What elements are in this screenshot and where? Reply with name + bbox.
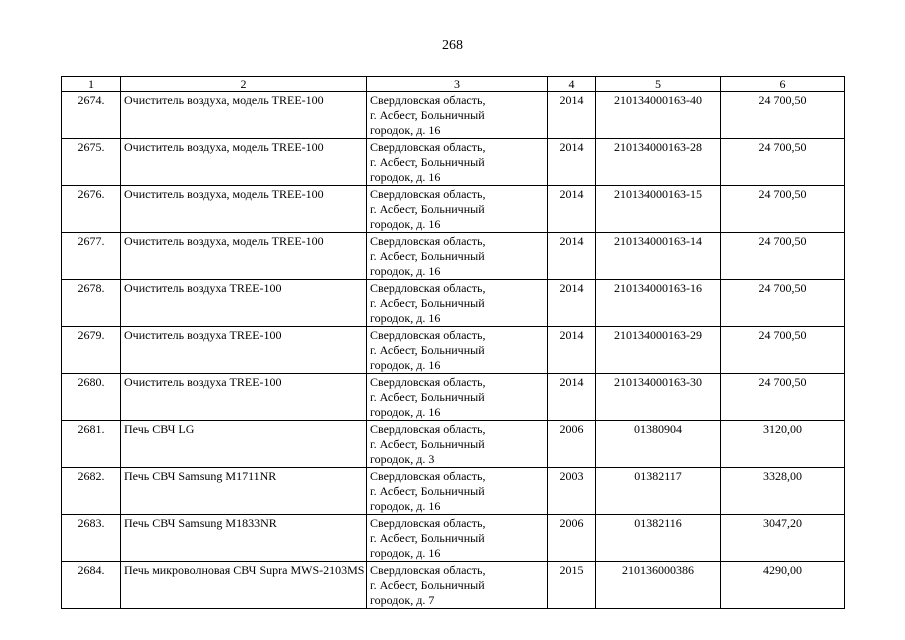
table-row xyxy=(62,92,845,139)
year-cell: 2006 xyxy=(548,421,596,468)
table-row xyxy=(62,515,845,562)
address-cell xyxy=(367,327,548,374)
address-line: Свердловская область, xyxy=(370,187,486,201)
inventory-number-cell: 01380904 xyxy=(596,421,721,468)
column-header-5: 5 xyxy=(596,77,721,92)
address-line: городок, д. 16 xyxy=(370,546,441,560)
year-cell: 2014 xyxy=(548,327,596,374)
item-name-cell: Очиститель воздуха, модель TREE-100 xyxy=(121,186,367,233)
page-number: 268 xyxy=(442,38,463,53)
table-row xyxy=(62,139,845,186)
year-cell: 2014 xyxy=(548,233,596,280)
row-number-cell: 2684. xyxy=(62,562,121,609)
year-cell: 2003 xyxy=(548,468,596,515)
item-name-cell: Очиститель воздуха, модель TREE-100 xyxy=(121,139,367,186)
item-name-cell: Очиститель воздуха TREE-100 xyxy=(121,374,367,421)
inventory-number-cell: 210134000163-30 xyxy=(596,374,721,421)
address-line: г. Асбест, Больничный xyxy=(370,390,485,404)
inventory-number-cell: 210136000386 xyxy=(596,562,721,609)
address-cell xyxy=(367,421,548,468)
address-line: городок, д. 16 xyxy=(370,170,441,184)
item-name-cell: Очиститель воздуха TREE-100 xyxy=(121,327,367,374)
cost-cell: 24 700,50 xyxy=(721,280,845,327)
address-line: г. Асбест, Больничный xyxy=(370,578,485,592)
address-line: г. Асбест, Больничный xyxy=(370,202,485,216)
address-cell xyxy=(367,468,548,515)
item-name-cell: Печь СВЧ Samsung M1711NR xyxy=(121,468,367,515)
cost-cell: 3328,00 xyxy=(721,468,845,515)
cost-cell: 24 700,50 xyxy=(721,374,845,421)
inventory-number-cell: 210134000163-14 xyxy=(596,233,721,280)
row-number-cell: 2677. xyxy=(62,233,121,280)
year-cell: 2014 xyxy=(548,92,596,139)
table-header-row xyxy=(62,77,845,92)
table-row xyxy=(62,562,845,609)
table-row xyxy=(62,327,845,374)
address-line: г. Асбест, Больничный xyxy=(370,437,485,451)
address-line: г. Асбест, Больничный xyxy=(370,249,485,263)
address-line: городок, д. 16 xyxy=(370,499,441,513)
table-row xyxy=(62,374,845,421)
address-line: городок, д. 16 xyxy=(370,217,441,231)
row-number-cell: 2676. xyxy=(62,186,121,233)
address-cell xyxy=(367,233,548,280)
address-line: Свердловская область, xyxy=(370,328,486,342)
address-line: Свердловская область, xyxy=(370,375,486,389)
item-name-cell: Печь СВЧ Samsung M1833NR xyxy=(121,515,367,562)
column-header-4: 4 xyxy=(548,77,596,92)
cost-cell: 3047,20 xyxy=(721,515,845,562)
year-cell: 2015 xyxy=(548,562,596,609)
address-line: г. Асбест, Больничный xyxy=(370,155,485,169)
row-number-cell: 2674. xyxy=(62,92,121,139)
cost-cell: 4290,00 xyxy=(721,562,845,609)
table-row xyxy=(62,468,845,515)
address-cell xyxy=(367,280,548,327)
table-row xyxy=(62,186,845,233)
address-line: г. Асбест, Больничный xyxy=(370,296,485,310)
address-cell xyxy=(367,186,548,233)
address-line: городок, д. 3 xyxy=(370,452,435,466)
address-line: Свердловская область, xyxy=(370,234,486,248)
item-name-cell: Печь микроволновая СВЧ Supra MWS-2103MS xyxy=(121,562,367,609)
table-row xyxy=(62,233,845,280)
address-line: городок, д. 16 xyxy=(370,264,441,278)
address-cell xyxy=(367,92,548,139)
item-name-cell: Очиститель воздуха, модель TREE-100 xyxy=(121,233,367,280)
address-line: Свердловская область, xyxy=(370,516,486,530)
column-header-6: 6 xyxy=(721,77,845,92)
inventory-number-cell: 210134000163-40 xyxy=(596,92,721,139)
address-cell xyxy=(367,515,548,562)
address-line: г. Асбест, Больничный xyxy=(370,531,485,545)
inventory-number-cell: 210134000163-15 xyxy=(596,186,721,233)
address-line: г. Асбест, Больничный xyxy=(370,108,485,122)
row-number-cell: 2683. xyxy=(62,515,121,562)
row-number-cell: 2681. xyxy=(62,421,121,468)
column-header-3: 3 xyxy=(367,77,548,92)
address-cell xyxy=(367,139,548,186)
address-cell xyxy=(367,562,548,609)
address-line: городок, д. 16 xyxy=(370,311,441,325)
cost-cell: 24 700,50 xyxy=(721,92,845,139)
address-line: городок, д. 16 xyxy=(370,123,441,137)
row-number-cell: 2680. xyxy=(62,374,121,421)
year-cell: 2014 xyxy=(548,186,596,233)
address-line: городок, д. 7 xyxy=(370,593,435,607)
item-name-cell: Очиститель воздуха, модель TREE-100 xyxy=(121,92,367,139)
address-line: Свердловская область, xyxy=(370,469,486,483)
inventory-number-cell: 01382116 xyxy=(596,515,721,562)
address-line: городок, д. 16 xyxy=(370,405,441,419)
address-cell xyxy=(367,374,548,421)
inventory-number-cell: 210134000163-16 xyxy=(596,280,721,327)
table-body xyxy=(62,92,845,609)
year-cell: 2014 xyxy=(548,374,596,421)
cost-cell: 24 700,50 xyxy=(721,186,845,233)
item-name-cell: Печь СВЧ LG xyxy=(121,421,367,468)
table-row xyxy=(62,280,845,327)
address-line: г. Асбест, Больничный xyxy=(370,484,485,498)
inventory-number-cell: 210134000163-28 xyxy=(596,139,721,186)
cost-cell: 3120,00 xyxy=(721,421,845,468)
address-line: г. Асбест, Больничный xyxy=(370,343,485,357)
address-line: городок, д. 16 xyxy=(370,358,441,372)
column-header-1: 1 xyxy=(62,77,121,92)
cost-cell: 24 700,50 xyxy=(721,233,845,280)
inventory-number-cell: 210134000163-29 xyxy=(596,327,721,374)
address-line: Свердловская область, xyxy=(370,281,486,295)
year-cell: 2014 xyxy=(548,139,596,186)
property-registry-table xyxy=(61,76,845,609)
row-number-cell: 2679. xyxy=(62,327,121,374)
cost-cell: 24 700,50 xyxy=(721,327,845,374)
table-row xyxy=(62,421,845,468)
address-line: Свердловская область, xyxy=(370,93,486,107)
item-name-cell: Очиститель воздуха TREE-100 xyxy=(121,280,367,327)
row-number-cell: 2678. xyxy=(62,280,121,327)
year-cell: 2006 xyxy=(548,515,596,562)
inventory-number-cell: 01382117 xyxy=(596,468,721,515)
address-line: Свердловская область, xyxy=(370,563,486,577)
column-header-2: 2 xyxy=(121,77,367,92)
row-number-cell: 2682. xyxy=(62,468,121,515)
cost-cell: 24 700,50 xyxy=(721,139,845,186)
address-line: Свердловская область, xyxy=(370,422,486,436)
row-number-cell: 2675. xyxy=(62,139,121,186)
year-cell: 2014 xyxy=(548,280,596,327)
address-line: Свердловская область, xyxy=(370,140,486,154)
